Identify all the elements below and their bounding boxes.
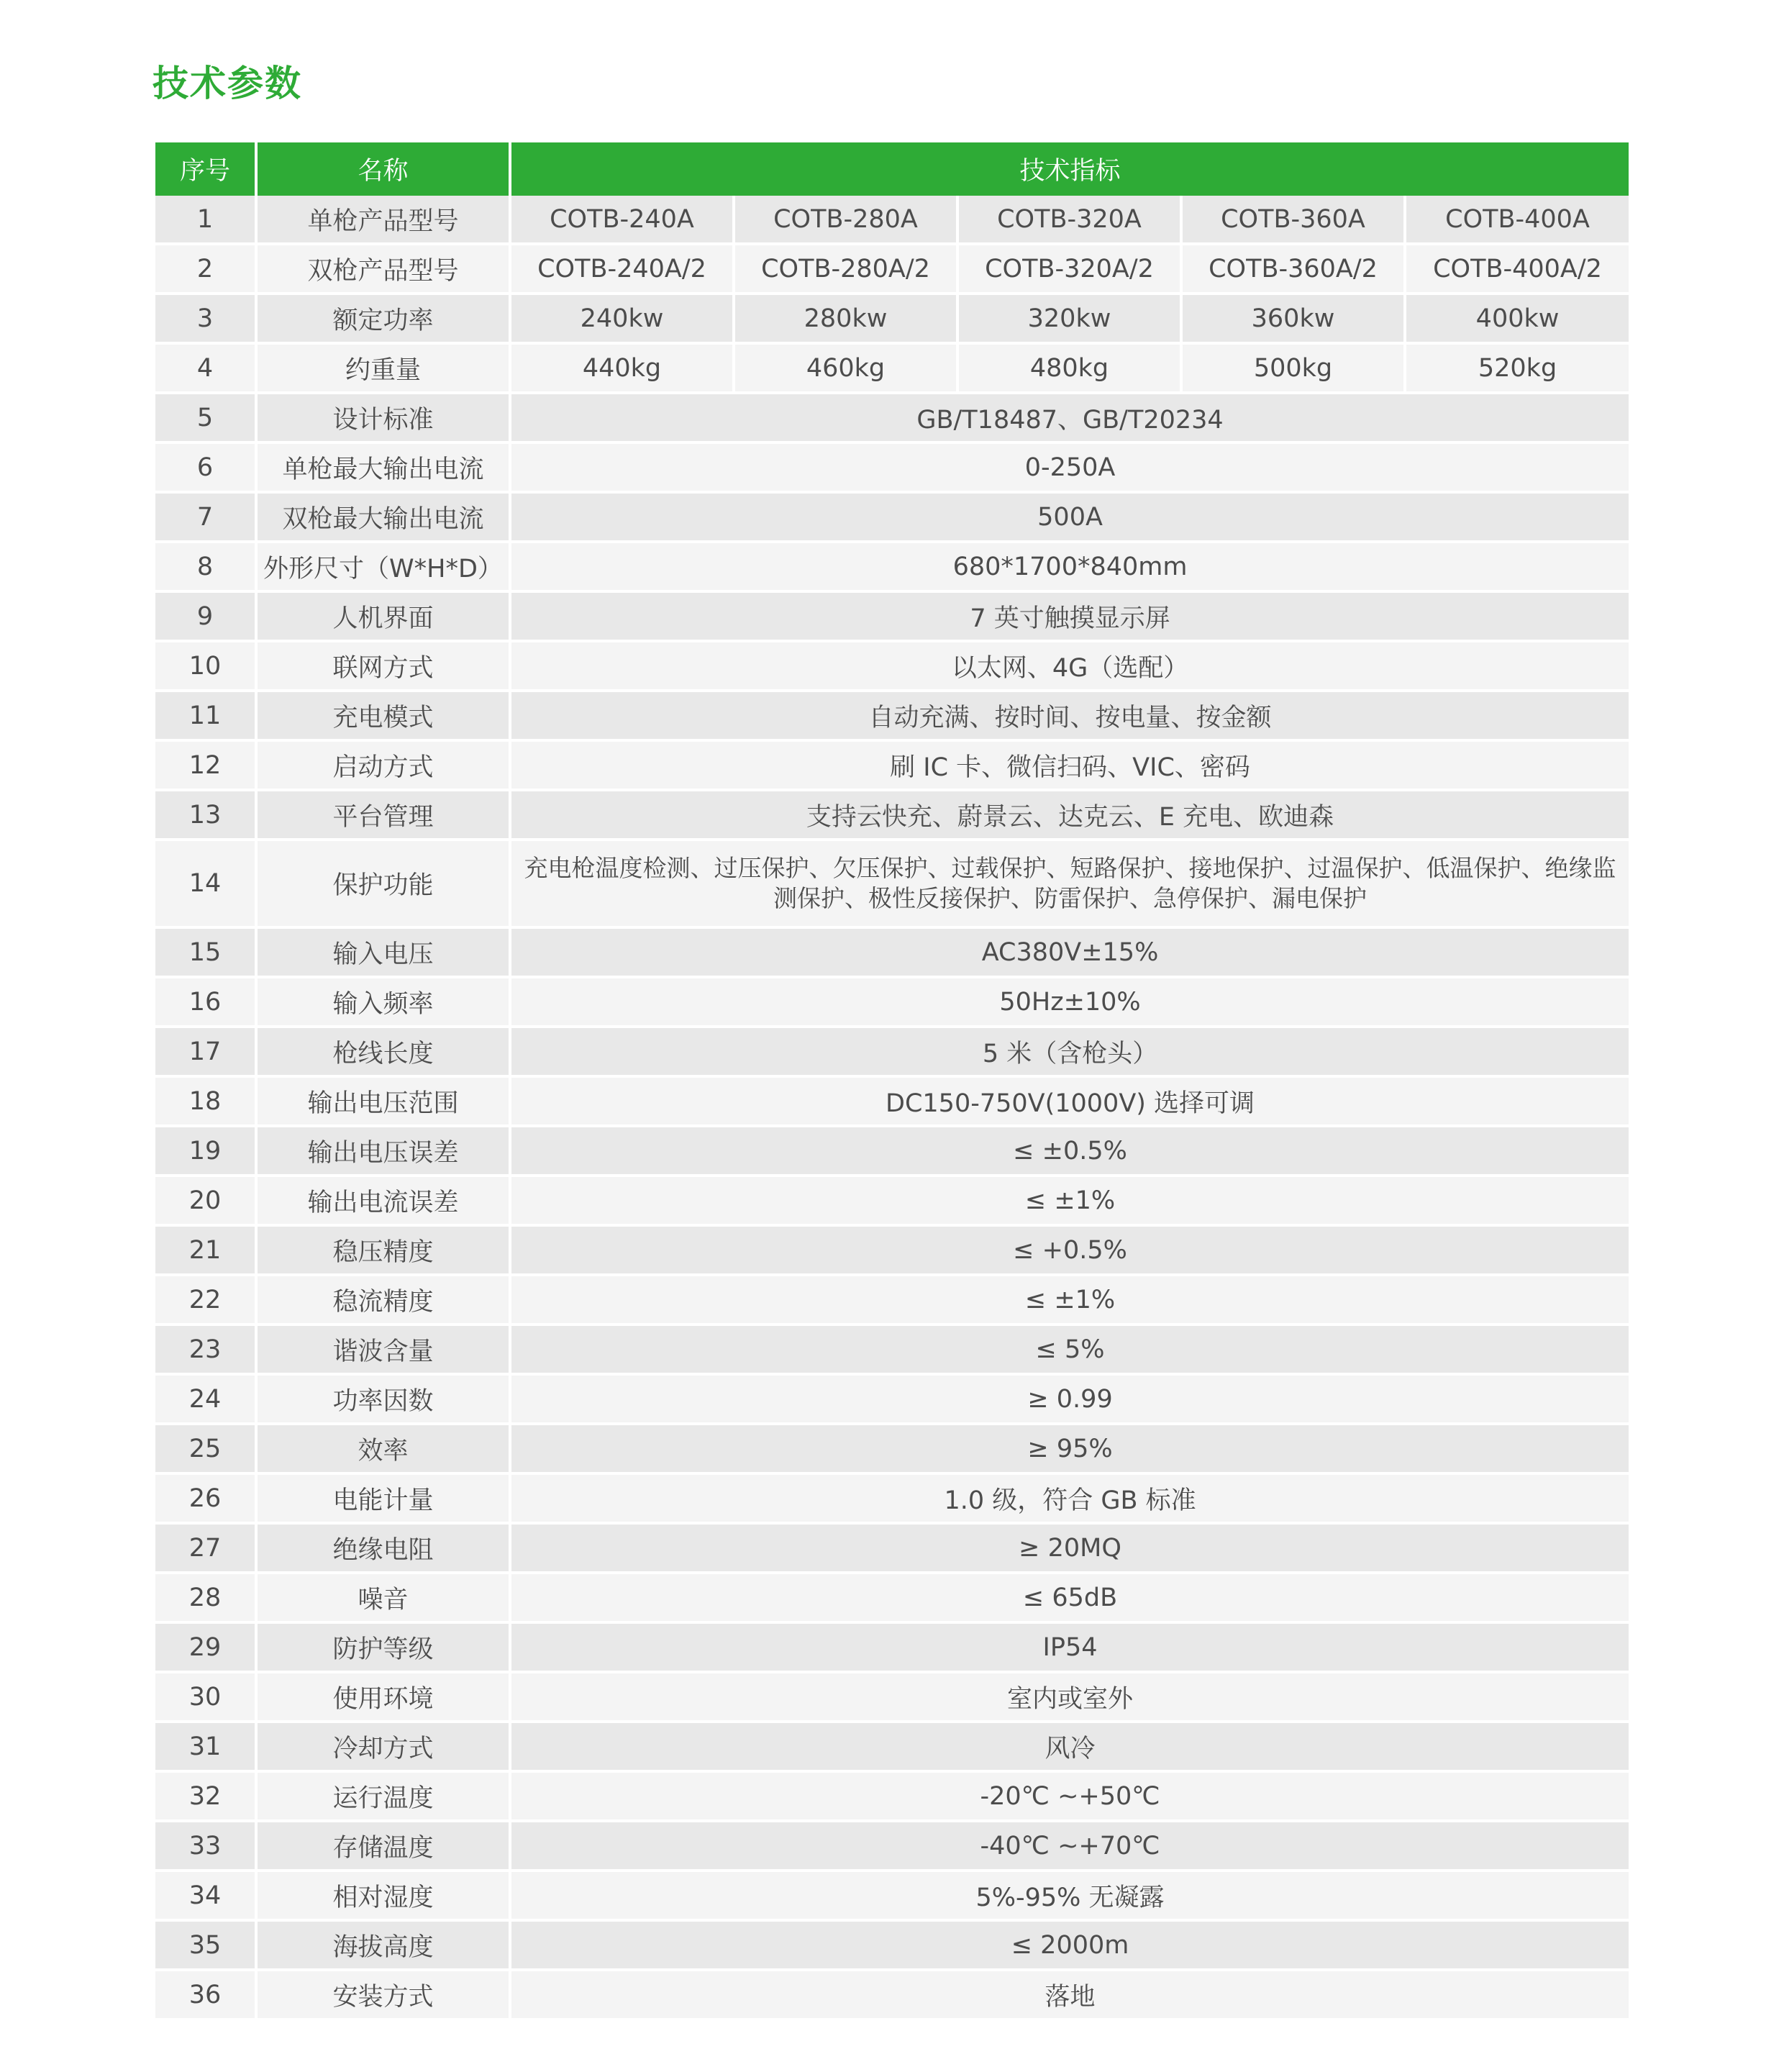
row-name: 输出电流误差: [256, 1176, 510, 1225]
row-number: 22: [155, 1275, 256, 1324]
row-name: 充电模式: [256, 691, 510, 740]
row-number: 24: [155, 1374, 256, 1424]
table-row: [155, 1970, 1629, 2019]
row-name: 外形尺寸（W*H*D）: [256, 542, 510, 591]
row-number: 1: [155, 196, 256, 244]
row-name: 冷却方式: [256, 1722, 510, 1771]
table-row: [155, 1374, 1629, 1424]
table-row: [155, 343, 1629, 393]
table-row: [155, 1424, 1629, 1473]
row-name: 安装方式: [256, 1970, 510, 2019]
table-row: [155, 1573, 1629, 1622]
table-row: [155, 977, 1629, 1027]
table-row: [155, 1771, 1629, 1821]
row-number: 18: [155, 1076, 256, 1126]
row-number: 27: [155, 1523, 256, 1573]
row-value: ≤ 65dB: [510, 1573, 1629, 1622]
row-value: ≤ 2000m: [510, 1920, 1629, 1970]
row-value: 以太网、4G（选配）: [510, 641, 1629, 691]
row-name: 输入频率: [256, 977, 510, 1027]
table-row: [155, 1324, 1629, 1374]
row-name: 相对湿度: [256, 1871, 510, 1920]
table-row: [155, 1473, 1629, 1523]
row-number: 12: [155, 740, 256, 790]
row-value: ≤ +0.5%: [510, 1225, 1629, 1275]
row-name: 谐波含量: [256, 1324, 510, 1374]
row-name: 防护等级: [256, 1622, 510, 1672]
row-value: 风冷: [510, 1722, 1629, 1771]
row-number: 14: [155, 840, 256, 927]
table-row: [155, 1176, 1629, 1225]
table-row: [155, 1523, 1629, 1573]
row-name: 双枪最大输出电流: [256, 492, 510, 542]
row-name: 额定功率: [256, 294, 510, 343]
row-value: 自动充满、按时间、按电量、按金额: [510, 691, 1629, 740]
model-value: 240kw: [510, 294, 734, 343]
table-row: [155, 1672, 1629, 1722]
row-name: 保护功能: [256, 840, 510, 927]
header-no: 序号: [155, 142, 256, 196]
row-number: 6: [155, 442, 256, 492]
row-number: 15: [155, 927, 256, 977]
model-value: 440kg: [510, 343, 734, 393]
row-name: 存储温度: [256, 1821, 510, 1871]
table-row: [155, 1126, 1629, 1176]
model-value: COTB-320A/2: [957, 244, 1181, 294]
table-row: [155, 542, 1629, 591]
row-value: -20℃ ~+50℃: [510, 1771, 1629, 1821]
row-value: -40℃ ~+70℃: [510, 1821, 1629, 1871]
row-name: 双枪产品型号: [256, 244, 510, 294]
table-row: [155, 927, 1629, 977]
row-value: ≥ 95%: [510, 1424, 1629, 1473]
row-name: 人机界面: [256, 591, 510, 641]
model-value: COTB-240A/2: [510, 244, 734, 294]
row-value: 500A: [510, 492, 1629, 542]
model-value: 400kw: [1405, 294, 1629, 343]
model-value: COTB-240A: [510, 196, 734, 244]
table-row: [155, 393, 1629, 442]
row-name: 输出电压误差: [256, 1126, 510, 1176]
model-value: 320kw: [957, 294, 1181, 343]
model-value: COTB-400A/2: [1405, 244, 1629, 294]
row-name: 平台管理: [256, 790, 510, 840]
model-value: COTB-400A: [1405, 196, 1629, 244]
row-value: 50Hz±10%: [510, 977, 1629, 1027]
row-name: 绝缘电阻: [256, 1523, 510, 1573]
row-value: ≥ 0.99: [510, 1374, 1629, 1424]
table-row: [155, 492, 1629, 542]
row-name: 噪音: [256, 1573, 510, 1622]
row-number: 4: [155, 343, 256, 393]
row-value: 7 英寸触摸显示屏: [510, 591, 1629, 641]
row-value: IP54: [510, 1622, 1629, 1672]
row-number: 9: [155, 591, 256, 641]
table-row: [155, 1722, 1629, 1771]
header-row: [155, 142, 1629, 196]
row-name: 海拔高度: [256, 1920, 510, 1970]
row-number: 10: [155, 641, 256, 691]
model-value: COTB-320A: [957, 196, 1181, 244]
model-value: COTB-280A: [734, 196, 957, 244]
row-number: 23: [155, 1324, 256, 1374]
row-number: 5: [155, 393, 256, 442]
header-name: 名称: [256, 142, 510, 196]
row-name: 功率因数: [256, 1374, 510, 1424]
row-number: 30: [155, 1672, 256, 1722]
row-name: 启动方式: [256, 740, 510, 790]
table-row: [155, 591, 1629, 641]
table-row: [155, 1275, 1629, 1324]
row-value: 680*1700*840mm: [510, 542, 1629, 591]
table-row: [155, 1920, 1629, 1970]
row-number: 32: [155, 1771, 256, 1821]
table-row: [155, 1027, 1629, 1076]
table-row: [155, 196, 1629, 244]
model-value: 460kg: [734, 343, 957, 393]
row-value: ≥ 20MQ: [510, 1523, 1629, 1573]
row-number: 21: [155, 1225, 256, 1275]
model-value: 280kw: [734, 294, 957, 343]
table-row: [155, 1821, 1629, 1871]
row-name: 单枪产品型号: [256, 196, 510, 244]
row-number: 11: [155, 691, 256, 740]
row-value: 落地: [510, 1970, 1629, 2019]
model-value: 500kg: [1181, 343, 1405, 393]
table-body: [155, 196, 1629, 2019]
row-name: 稳流精度: [256, 1275, 510, 1324]
table-row: [155, 244, 1629, 294]
row-value: 刷 IC 卡、微信扫码、VIC、密码: [510, 740, 1629, 790]
model-value: 360kw: [1181, 294, 1405, 343]
row-value: ≤ ±1%: [510, 1176, 1629, 1225]
row-value: 0-250A: [510, 442, 1629, 492]
row-name: 设计标准: [256, 393, 510, 442]
row-name: 联网方式: [256, 641, 510, 691]
row-number: 34: [155, 1871, 256, 1920]
row-number: 33: [155, 1821, 256, 1871]
table-row: [155, 1076, 1629, 1126]
row-value: 5 米（含枪头）: [510, 1027, 1629, 1076]
model-value: 480kg: [957, 343, 1181, 393]
table-row: [155, 840, 1629, 927]
page-title: 技术参数: [153, 63, 302, 104]
table-row: [155, 1225, 1629, 1275]
row-number: 3: [155, 294, 256, 343]
row-number: 7: [155, 492, 256, 542]
table-row: [155, 790, 1629, 840]
table-header: [155, 142, 1629, 196]
row-number: 16: [155, 977, 256, 1027]
row-name: 电能计量: [256, 1473, 510, 1523]
row-name: 使用环境: [256, 1672, 510, 1722]
row-value: AC380V±15%: [510, 927, 1629, 977]
row-number: 31: [155, 1722, 256, 1771]
row-value: 室内或室外: [510, 1672, 1629, 1722]
table-row: [155, 1871, 1629, 1920]
row-name: 枪线长度: [256, 1027, 510, 1076]
row-number: 8: [155, 542, 256, 591]
row-name: 效率: [256, 1424, 510, 1473]
spec-table: [155, 142, 1629, 2021]
row-number: 19: [155, 1126, 256, 1176]
row-number: 20: [155, 1176, 256, 1225]
header-spec: 技术指标: [510, 142, 1629, 196]
row-name: 稳压精度: [256, 1225, 510, 1275]
row-value: ≤ ±0.5%: [510, 1126, 1629, 1176]
row-name: 约重量: [256, 343, 510, 393]
table-row: [155, 641, 1629, 691]
row-value: 充电枪温度检测、过压保护、欠压保护、过载保护、短路保护、接地保护、过温保护、低温保护、绝缘监测保护、极性反接保护、防雷保护、急停保护、漏电保护: [510, 840, 1629, 927]
table-row: [155, 442, 1629, 492]
row-value: ≤ 5%: [510, 1324, 1629, 1374]
row-value: 1.0 级，符合 GB 标准: [510, 1473, 1629, 1523]
row-number: 35: [155, 1920, 256, 1970]
row-name: 运行温度: [256, 1771, 510, 1821]
row-number: 2: [155, 244, 256, 294]
row-name: 输出电压范围: [256, 1076, 510, 1126]
row-value: GB/T18487、GB/T20234: [510, 393, 1629, 442]
model-value: COTB-360A/2: [1181, 244, 1405, 294]
table-row: [155, 1622, 1629, 1672]
row-value: 5%-95% 无凝露: [510, 1871, 1629, 1920]
row-number: 28: [155, 1573, 256, 1622]
model-value: COTB-280A/2: [734, 244, 957, 294]
row-number: 13: [155, 790, 256, 840]
row-value: ≤ ±1%: [510, 1275, 1629, 1324]
row-number: 25: [155, 1424, 256, 1473]
row-number: 29: [155, 1622, 256, 1672]
row-number: 36: [155, 1970, 256, 2019]
row-number: 26: [155, 1473, 256, 1523]
row-name: 输入电压: [256, 927, 510, 977]
table-row: [155, 740, 1629, 790]
row-number: 17: [155, 1027, 256, 1076]
row-value: 支持云快充、蔚景云、达克云、E 充电、欧迪森: [510, 790, 1629, 840]
row-name: 单枪最大输出电流: [256, 442, 510, 492]
model-value: 520kg: [1405, 343, 1629, 393]
model-value: COTB-360A: [1181, 196, 1405, 244]
row-value: DC150-750V(1000V) 选择可调: [510, 1076, 1629, 1126]
table-row: [155, 294, 1629, 343]
table-row: [155, 691, 1629, 740]
